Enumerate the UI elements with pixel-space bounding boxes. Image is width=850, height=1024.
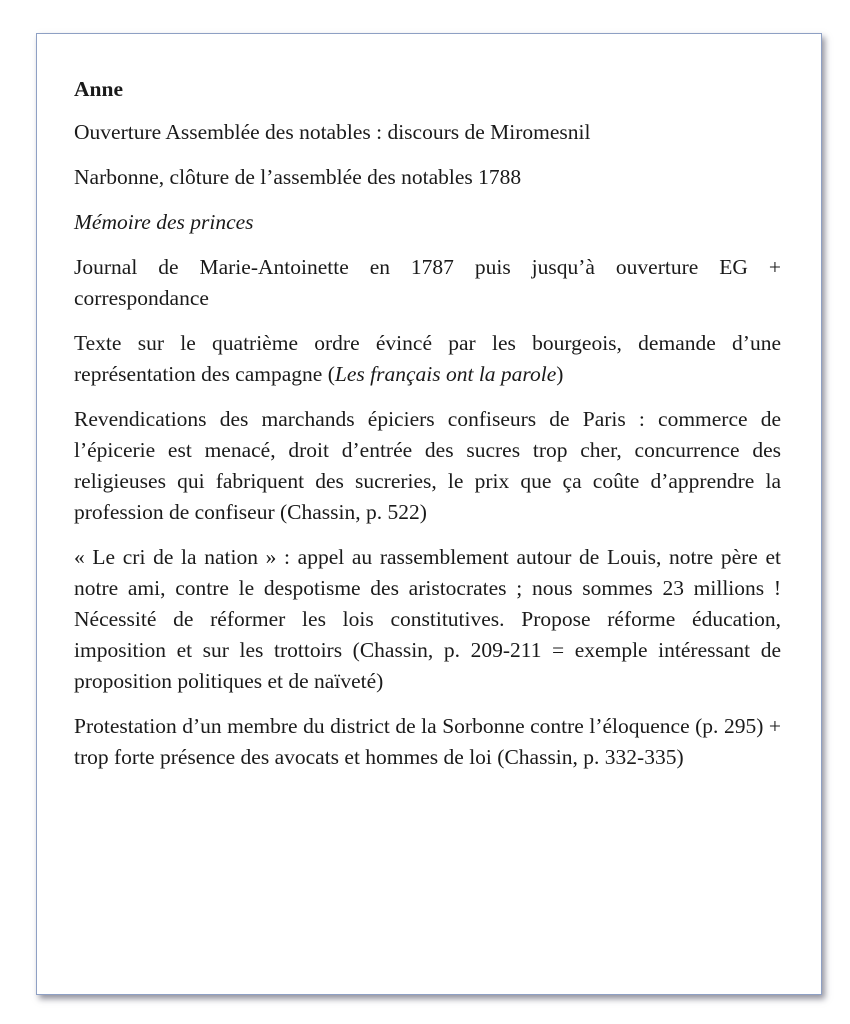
italic-reference: Les français ont la parole [334, 362, 557, 386]
note-paragraph-sorbonne: Protestation d’un membre du district de la Sorbonne contre l’éloquence (p. 295) + trop forte présence des avocats et hommes de loi (Chassin, p. 332-335) [74, 714, 781, 769]
document-title: Anne [74, 77, 123, 101]
note-paragraph-epiciers: Revendications des marchands épiciers confiseurs de Paris : commerce de l’épicerie est menacé, droit d’entrée des sucres trop cher, concurrence des religieuses qui fabriquent des sucreries, le prix que ça coûte d’apprendre la profession de confiseur (Chassin, p. 522) [74, 407, 781, 524]
note-line-journal: Journal de Marie-Antoinette en 1787 puis jusqu’à ouverture EG + correspondance [74, 255, 781, 310]
closing-parenthesis: ) [556, 362, 564, 386]
note-paragraph-cri-nation: « Le cri de la nation » : appel au rassemblement autour de Louis, notre père et notre ami, contre le despotisme des aristocrates ; nous sommes 23 millions ! Nécessité de réformer les lois constitutives. Propose réforme éducation, imposition et sur les trottoirs (Chassin, p. 209-211 = exemple intéressant de proposition politiques et de naïveté) [74, 545, 781, 693]
note-line-memoire: Mémoire des princes [74, 210, 254, 234]
note-paragraph-quatrieme-ordre [74, 328, 781, 390]
note-line-narbonne: Narbonne, clôture de l’assemblée des notables 1788 [74, 165, 522, 189]
document-body [74, 74, 781, 787]
note-line-assemblee: Ouverture Assemblée des notables : discours de Miromesnil [74, 120, 591, 144]
document-page [36, 33, 822, 995]
quatrieme-ordre-text: Texte sur le quatrième ordre évincé par les bourgeois, demande d’une représentation des campagne ( [74, 331, 781, 386]
